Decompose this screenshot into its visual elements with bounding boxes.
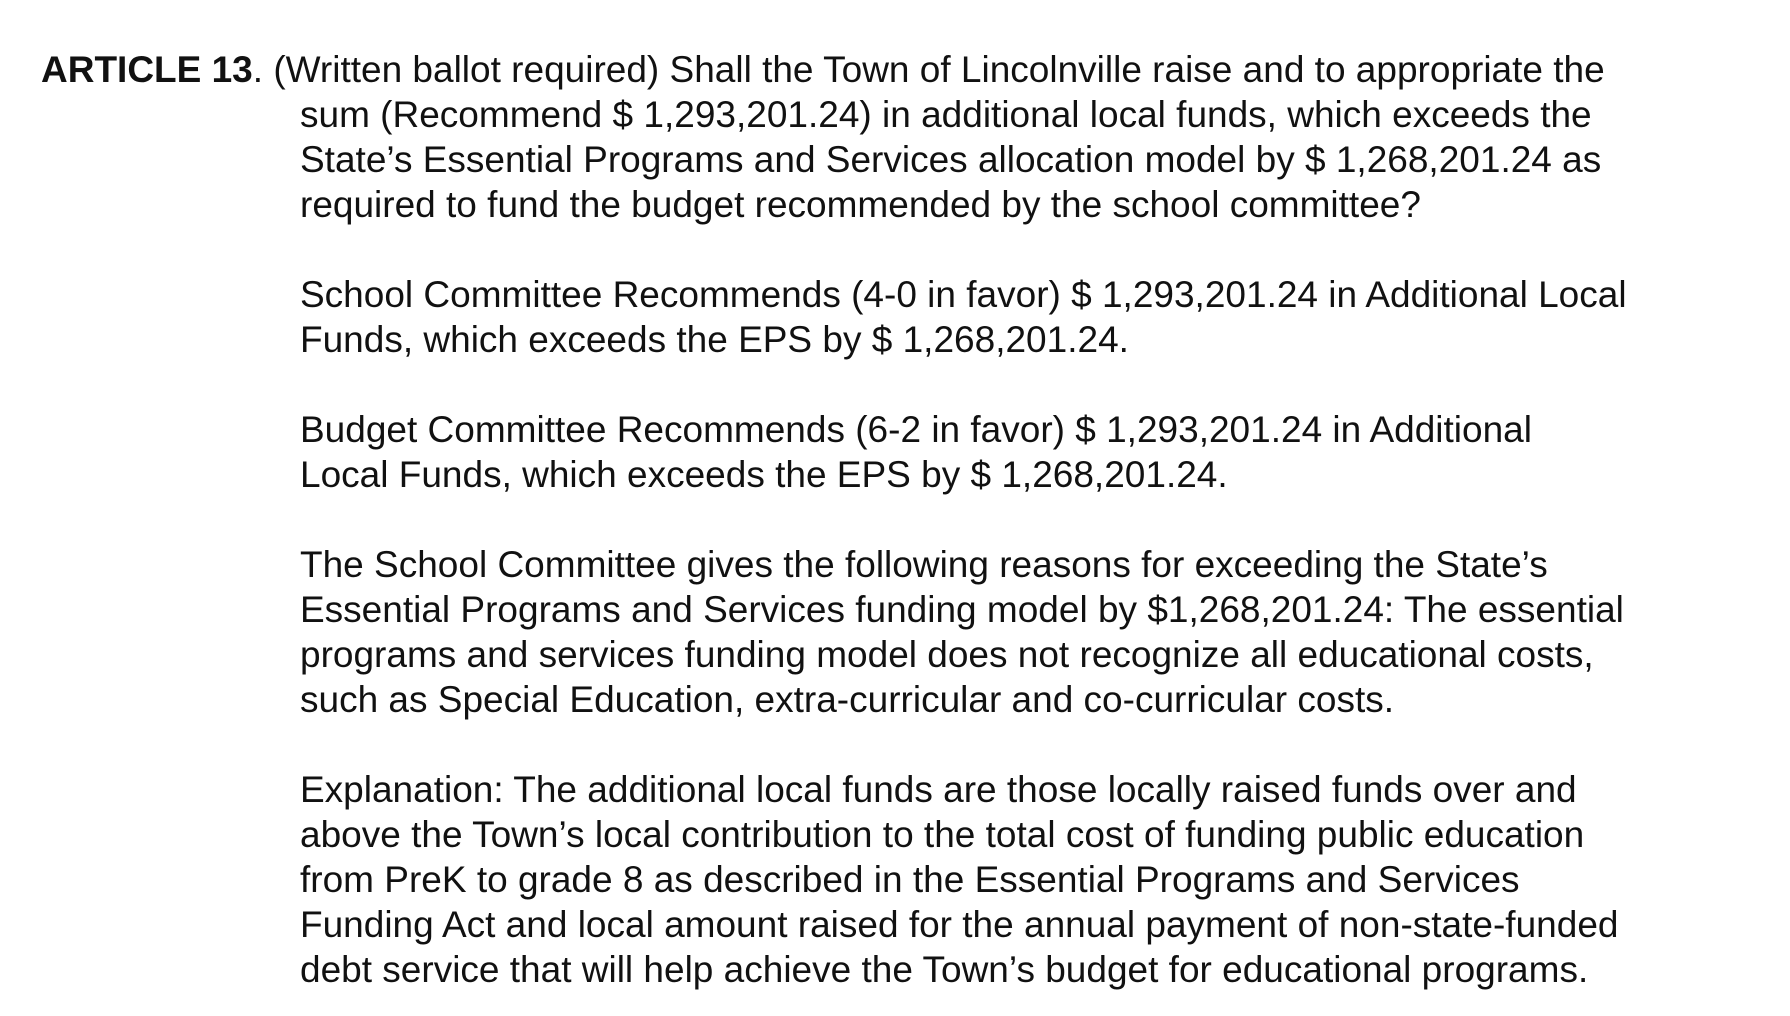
reasons-line: The School Committee gives the following reasons for exceeding the State’s xyxy=(300,544,1548,585)
explanation-line: above the Town’s local contribution to the total cost of funding public education xyxy=(300,814,1585,855)
explanation-line: Explanation: The additional local funds are those locally raised funds over and xyxy=(300,769,1577,810)
article-first-line xyxy=(41,47,1605,92)
school-committee-line: School Committee Recommends (4-0 in favor) $ 1,293,201.24 in Additional Local xyxy=(300,274,1627,315)
article-label: ARTICLE 13 xyxy=(41,49,253,90)
budget-committee-line: Local Funds, which exceeds the EPS by $ 1,268,201.24. xyxy=(300,454,1228,495)
school-committee-line: Funds, which exceeds the EPS by $ 1,268,201.24. xyxy=(300,319,1129,360)
explanation-line: Funding Act and local amount raised for the annual payment of non-state-funded xyxy=(300,904,1619,945)
article-question-line: State’s Essential Programs and Services allocation model by $ 1,268,201.24 as xyxy=(300,139,1602,180)
article-first-line-text: . (Written ballot required) Shall the Town of Lincolnville raise and to appropriate the xyxy=(252,49,1605,90)
article-question-line: sum (Recommend $ 1,293,201.24) in additional local funds, which exceeds the xyxy=(300,94,1592,135)
budget-committee-line: Budget Committee Recommends (6-2 in favor) $ 1,293,201.24 in Additional xyxy=(300,409,1532,450)
reasons-line: Essential Programs and Services funding model by $1,268,201.24: The essential xyxy=(300,589,1624,630)
explanation-line: debt service that will help achieve the Town’s budget for educational programs. xyxy=(300,949,1589,990)
reasons-line: programs and services funding model does not recognize all educational costs, xyxy=(300,634,1594,675)
reasons-line: such as Special Education, extra-curricular and co-curricular costs. xyxy=(300,679,1395,720)
explanation-line: from PreK to grade 8 as described in the Essential Programs and Services xyxy=(300,859,1520,900)
article-question-line: required to fund the budget recommended by the school committee? xyxy=(300,184,1421,225)
